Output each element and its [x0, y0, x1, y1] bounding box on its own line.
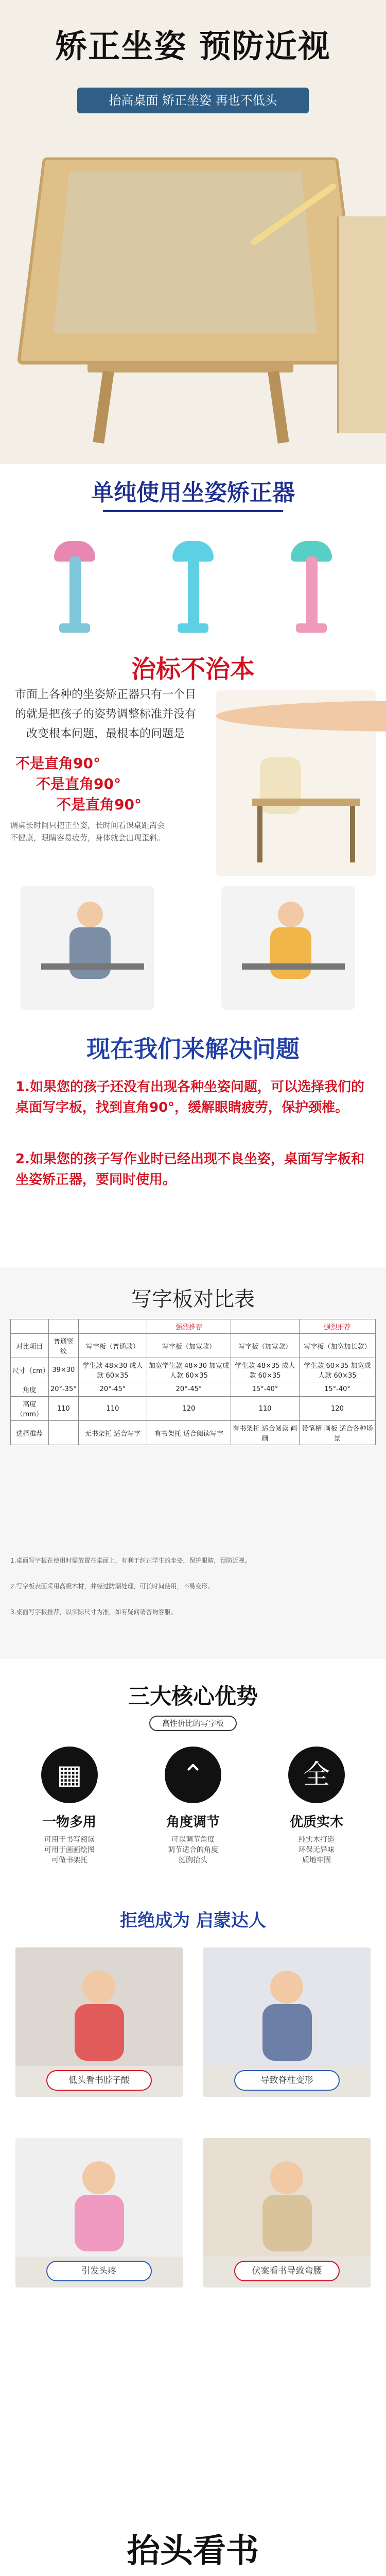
heading-underline — [103, 510, 283, 512]
table-header-cell: 对比项目 — [11, 1334, 49, 1358]
not-right-angle-3: 不是直角90° — [57, 796, 142, 813]
row-label: 选择推荐 — [11, 1421, 49, 1445]
lift-title-1: 抬头看书 — [127, 2532, 259, 2570]
advantage-desc: 可以调节角度 调节适合的角度 挺胸抬头 — [168, 1836, 218, 1865]
child-at-desk-image — [216, 690, 376, 876]
habit-card — [203, 1947, 371, 2097]
advantage-title: 角度调节 — [166, 1815, 220, 1830]
recommend-badge: 强烈推荐 — [147, 1319, 231, 1334]
angle-adjust-icon: ⌃ — [165, 1747, 221, 1803]
board-leg-right — [268, 370, 289, 444]
table-cell: 110 — [48, 1397, 79, 1421]
corrector-image-3 — [273, 526, 350, 639]
table-cell — [79, 1319, 147, 1334]
table-cell: 学生款 60×35 加宽成人款 60×35 — [299, 1358, 375, 1382]
table-cell: 15°-40° — [299, 1382, 375, 1397]
table-cell: 120 — [147, 1397, 231, 1421]
kid-bad-posture-image — [21, 886, 154, 1010]
table-cell — [11, 1319, 49, 1334]
table-cell: 加宽学生款 48×30 加宽成人款 60×35 — [147, 1358, 231, 1382]
table-cell: 带笔槽 画板 适合各种场景 — [299, 1421, 375, 1445]
advantage-item — [260, 1747, 373, 1866]
table-cell: 15°-40° — [231, 1382, 300, 1397]
comparison-note-2: 2.写字板表面采用高级木材，并经过防潮处理，可长时间使用，不易变形。 — [10, 1583, 214, 1590]
advantage-title: 优质实木 — [289, 1815, 343, 1830]
table-header-cell: 写字板（加宽加长款） — [299, 1334, 375, 1358]
bad-habits-section — [0, 1896, 386, 2494]
advantage-desc: 可用于书写阅读 可用于画画绘图 可做书架托 — [44, 1836, 95, 1865]
board-paper — [54, 171, 318, 333]
hero-section — [0, 0, 386, 464]
hero-title: 矫正坐姿 预防近视 — [55, 27, 331, 65]
red-heading: 治标不治本 — [131, 655, 255, 684]
advantages-pill: 高性价比的写字板 — [149, 1716, 237, 1731]
posture-description-2: 调桌长时间只把正坐姿，长时间看课桌距离会不健康，眼睛容易疲劳，身体就会出现歪斜。 — [10, 821, 165, 842]
table-row — [11, 1421, 376, 1445]
table-cell: 有书架托 适合阅读写字 — [147, 1421, 231, 1445]
table-cell: 20°-35° — [48, 1382, 79, 1397]
solution-heading: 现在我们来解决问题 — [86, 1035, 300, 1063]
table-header-row — [11, 1334, 376, 1358]
advantage-desc: 纯实木打造 环保无异味 质地牢固 — [299, 1836, 335, 1865]
table-cell: 有书架托 适合阅读 画画 — [231, 1421, 300, 1445]
lift-title-2 — [0, 2571, 386, 2576]
table-cell: 20°-45° — [79, 1382, 147, 1397]
table-header-row — [11, 1319, 376, 1334]
posture-heading: 单纯使用坐姿矫正器 — [91, 480, 295, 506]
advantages-heading: 三大核心优势 — [128, 1684, 258, 1709]
board-side-detail — [337, 216, 386, 433]
multi-use-icon: ▦ — [41, 1747, 98, 1803]
table-cell: 120 — [299, 1397, 375, 1421]
corrector-image-1 — [36, 526, 113, 639]
row-label: 尺寸（cm） — [11, 1358, 49, 1382]
posture-section — [0, 464, 386, 1267]
board-shelf — [87, 363, 293, 372]
table-cell: 学生款 48×30 成人款 60×35 — [79, 1358, 147, 1382]
table-row — [11, 1397, 376, 1421]
table-header-cell: 写字板（加宽款） — [231, 1334, 300, 1358]
habits-heading: 拒绝成为 启蒙达人 — [120, 1910, 266, 1931]
comparison-table — [10, 1319, 376, 1445]
advantage-title: 一物多用 — [42, 1815, 96, 1830]
table-header-cell: 写字板（加宽款） — [147, 1334, 231, 1358]
table-header-cell: 写字板（普通款） — [79, 1334, 147, 1358]
advantage-item — [13, 1747, 126, 1866]
table-cell — [48, 1421, 79, 1445]
recommend-badge: 强烈推荐 — [299, 1319, 375, 1334]
habit-label: 导致脊柱变形 — [234, 2070, 340, 2091]
lift-read-section — [0, 2494, 386, 2576]
posture-description: 市面上各种的坐姿矫正器只有一个目的就是把孩子的姿势调整标准并没有改变根本问题，最根本的问题是 — [14, 688, 196, 740]
not-right-angle-1: 不是直角90° — [15, 755, 100, 772]
not-right-angle-2: 不是直角90° — [36, 775, 121, 792]
table-header-cell: 普通竖纹 — [48, 1334, 79, 1358]
habit-card — [15, 1947, 183, 2097]
comparison-heading: 写字板对比表 — [131, 1287, 255, 1311]
table-row — [11, 1382, 376, 1397]
table-cell — [231, 1319, 300, 1334]
habit-label: 低头看书脖子酸 — [46, 2070, 152, 2091]
solution-1: 1.如果您的孩子还没有出现各种坐姿问题，可以选择我们的桌面写字板，找到直角90°，缓解眼睛疲劳，保护颈椎。 — [15, 1079, 364, 1115]
table-cell: 110 — [231, 1397, 300, 1421]
table-cell: 无书架托 适合写字 — [79, 1421, 147, 1445]
advantages-section — [0, 1659, 386, 1896]
solution-2: 2.如果您的孩子写作业时已经出现不良坐姿，桌面写字板和坐姿矫正器，要同时使用。 — [15, 1151, 364, 1188]
table-cell: 39×30 — [48, 1358, 79, 1382]
kid-good-posture-image — [221, 886, 355, 1010]
solid-wood-icon: 全 — [288, 1747, 345, 1803]
table-cell: 学生款 48×35 成人款 60×35 — [231, 1358, 300, 1382]
habit-label: 引发头疼 — [46, 2261, 152, 2281]
advantage-item — [136, 1747, 250, 1866]
habit-label: 伏案看书导致弯腰 — [234, 2261, 340, 2281]
corrector-image-2 — [154, 526, 232, 639]
hero-subtitle: 抬高桌面 矫正坐姿 再也不低头 — [77, 88, 309, 113]
habit-card — [203, 2138, 371, 2287]
row-label: 高度（mm） — [11, 1397, 49, 1421]
habit-card — [15, 2138, 183, 2287]
comparison-note-1: 1.桌面写字板在使用时需放置在桌面上，有利于纠正学生的坐姿，保护眼睛，预防近视。 — [10, 1557, 251, 1564]
table-cell: 110 — [79, 1397, 147, 1421]
table-cell: 20°-45° — [147, 1382, 231, 1397]
comparison-note-3: 3.桌面写字板推荐，以实际尺寸为准，如有疑问请咨询客服。 — [10, 1608, 177, 1616]
row-label: 角度 — [11, 1382, 49, 1397]
board-leg-left — [93, 370, 114, 444]
table-cell — [48, 1319, 79, 1334]
comparison-section — [0, 1267, 386, 1659]
table-row — [11, 1358, 376, 1382]
